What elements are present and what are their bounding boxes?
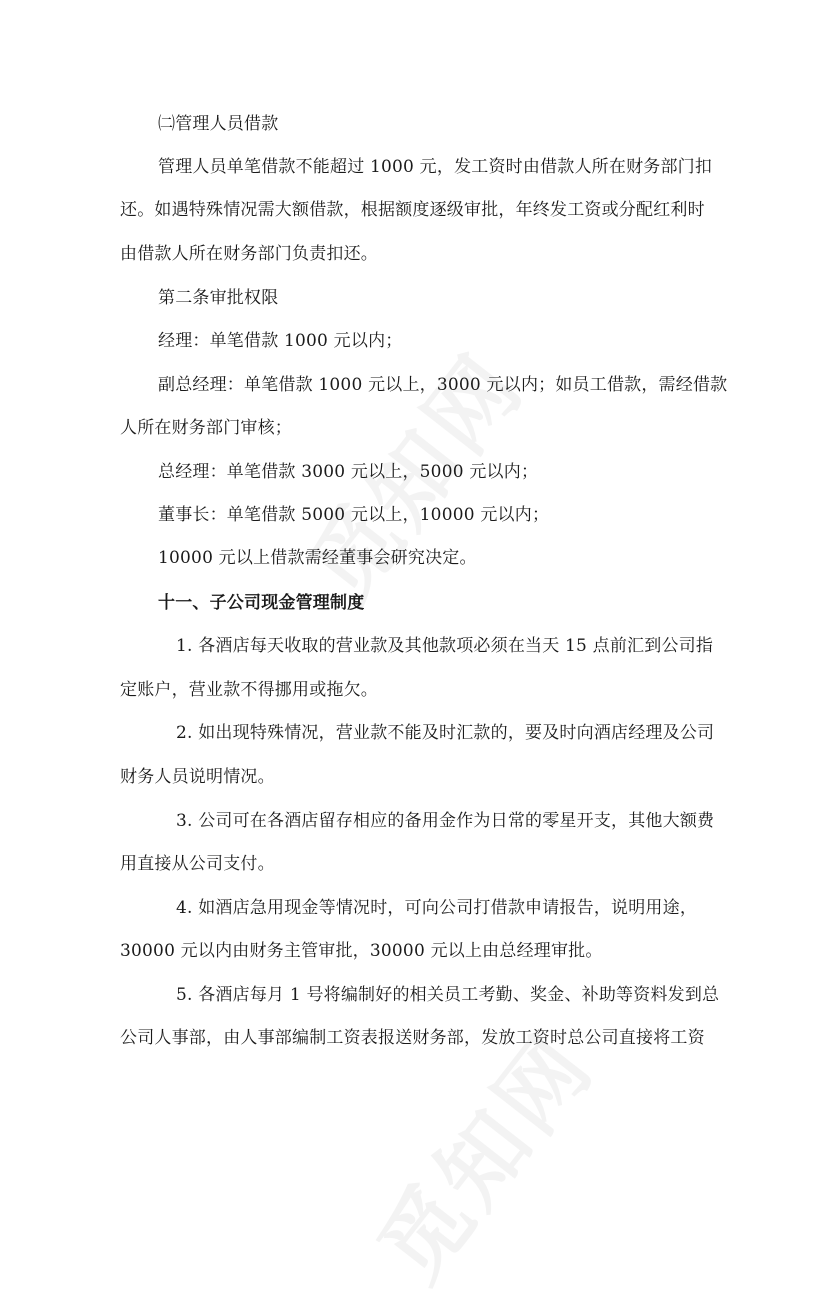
paragraph-line: 由借款人所在财务部门负责扣还。 bbox=[120, 244, 378, 264]
article-heading: 第二条审批权限 bbox=[158, 288, 279, 308]
list-item-line: 4. 如酒店急用现金等情况时，可向公司打借款申请报告，说明用途， bbox=[176, 898, 698, 918]
list-item-line: 30000 元以内由财务主管审批，30000 元以上由总经理审批。 bbox=[120, 941, 603, 961]
paragraph-line: 总经理：单笔借款 3000 元以上，5000 元以内； bbox=[158, 462, 539, 482]
paragraph-line: 10000 元以上借款需经董事会研究决定。 bbox=[158, 548, 477, 568]
paragraph-line: 人所在财务部门审核； bbox=[120, 418, 292, 438]
list-item-line: 用直接从公司支付。 bbox=[120, 854, 275, 874]
list-item-line: 财务人员说明情况。 bbox=[120, 767, 275, 787]
list-item-line: 5. 各酒店每月 1 号将编制好的相关员工考勤、奖金、补助等资料发到总 bbox=[176, 985, 720, 1005]
paragraph-line: 经理：单笔借款 1000 元以内； bbox=[158, 331, 403, 351]
paragraph-line: 副总经理：单笔借款 1000 元以上，3000 元以内；如员工借款，需经借款 bbox=[158, 375, 728, 395]
paragraph-line: 管理人员单笔借款不能超过 1000 元，发工资时由借款人所在财务部门扣 bbox=[158, 157, 713, 177]
list-item-line: 1. 各酒店每天收取的营业款及其他款项必须在当天 15 点前汇到公司指 bbox=[176, 636, 714, 656]
list-item-line: 公司人事部，由人事部编制工资表报送财务部，发放工资时总公司直接将工资 bbox=[120, 1028, 705, 1048]
paragraph-line: 还。如遇特殊情况需大额借款，根据额度逐级审批，年终发工资或分配红利时 bbox=[120, 200, 705, 220]
list-item-line: 定账户，营业款不得挪用或拖欠。 bbox=[120, 680, 378, 700]
list-item-line: 2. 如出现特殊情况，营业款不能及时汇款的，要及时向酒店经理及公司 bbox=[176, 723, 715, 743]
paragraph-line: 董事长：单笔借款 5000 元以上，10000 元以内； bbox=[158, 505, 550, 525]
section-heading: 十一、子公司现金管理制度 bbox=[158, 593, 365, 613]
subsection-heading: ㈡管理人员借款 bbox=[158, 114, 279, 134]
list-item-line: 3. 公司可在各酒店留存相应的备用金作为日常的零星开支，其他大额费 bbox=[176, 811, 715, 831]
